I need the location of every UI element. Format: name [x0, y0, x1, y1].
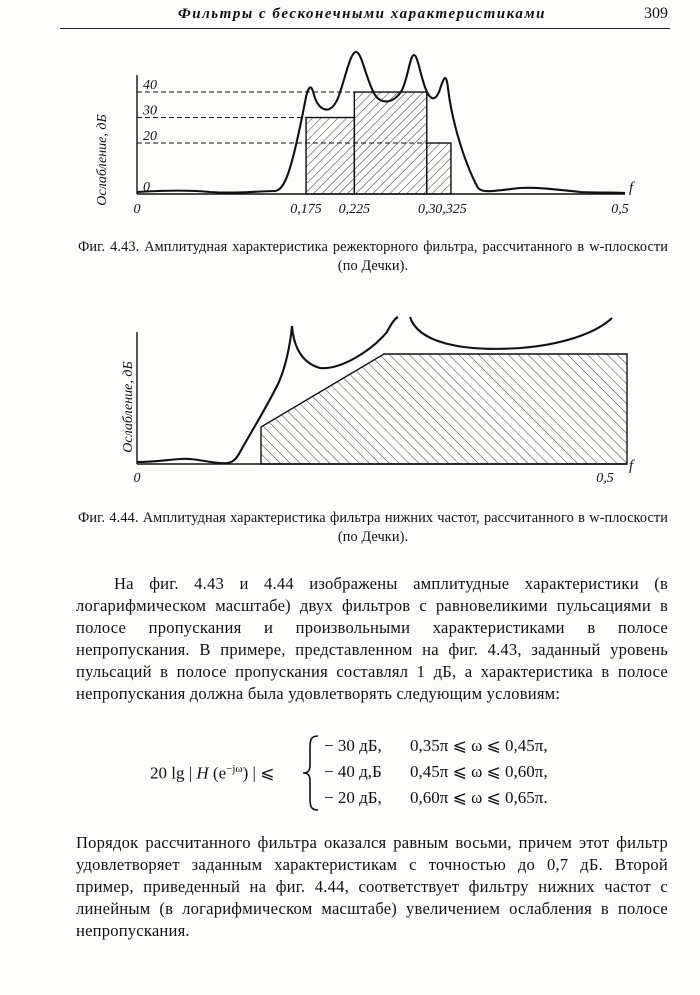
y-tick-label: 40	[143, 78, 157, 94]
formula-lhs-prefix: 20 lg |	[150, 763, 193, 783]
formula-lhs	[150, 763, 274, 784]
x-tick-label: 0,325	[435, 202, 467, 217]
formula-lhs-h: H	[196, 763, 209, 783]
stopband-spec-bar	[427, 143, 451, 194]
stopband-conditions-formula	[150, 733, 670, 813]
x-tick-label: 0,5	[611, 202, 629, 217]
case-condition: 0,35π ⩽ ω ⩽ 0,45π,	[410, 736, 548, 755]
case-value: − 20 дБ,	[324, 788, 382, 807]
formula-lhs-exponent: −jω	[226, 763, 243, 775]
figure-4-43-chart	[0, 40, 700, 230]
x-tick-label: 0,5	[596, 471, 614, 486]
case-value: − 40 д,Б	[324, 762, 382, 781]
x-tick-label: 0,3	[418, 202, 436, 217]
running-header	[60, 0, 670, 29]
page-number: 309	[644, 5, 668, 22]
case-condition: 0,45π ⩽ ω ⩽ 0,60π,	[410, 762, 548, 781]
y-axis-label: Ослабление, дБ	[95, 114, 110, 206]
y-axis-label: Ослабление, дБ	[121, 361, 136, 453]
case-condition: 0,60π ⩽ ω ⩽ 0,65π.	[410, 788, 548, 807]
x-tick-labels	[134, 202, 629, 217]
y-tick-label: 0	[143, 180, 150, 195]
x-tick-label: 0	[133, 202, 141, 217]
attenuation-curve-right	[410, 317, 612, 349]
x-tick-label: 0,225	[338, 202, 371, 217]
x-axis-label: f	[629, 458, 634, 474]
case-value: − 30 дБ,	[324, 736, 382, 755]
figure-4-44-caption: Фиг. 4.44. Амплитудная характеристика фильтра нижних частот, рассчитанного в w-плоскости (по Дечки).	[78, 510, 668, 545]
formula-case-row	[324, 733, 548, 759]
running-title: Фильтры с бесконечными характеристиками	[178, 6, 546, 22]
stopband-spec-region	[261, 354, 627, 464]
figure-4-44-chart	[0, 312, 700, 492]
body-paragraph-2: Порядок рассчитанного фильтра оказался равным восьми, причем этот фильтр удовлетворяет заданным характеристикам с точностью до 0,7 дБ. Второй пример, приведенный на фиг. 4.44, соответствует фильтру нижних частот с линейным (в логарифмическом масштабе) увеличением ослабления в полосе непропускания.	[76, 833, 668, 940]
formula-cases	[324, 733, 548, 811]
x-tick-label: 0	[133, 471, 141, 486]
formula-lhs-suffix: ) | ⩽	[242, 763, 275, 783]
stopband-spec-bar	[306, 118, 354, 194]
formula-case-row	[324, 785, 548, 811]
y-tick-labels	[142, 78, 157, 195]
body-paragraph-1-text: На фиг. 4.43 и 4.44 изображены амплитудные характеристики (в логарифмическом масштабе) двух фильтров с равновеликими пульсациями в полосе пропускания и произвольными характеристиками в полосе непропускания. В примере, представленном на фиг. 4.43, заданный уровень пульсаций в полосе пропускания составлял 1 дБ, а характеристика в полосе непропускания должна была удовлетворять следующим условиям:	[76, 574, 668, 703]
y-tick-label: 30	[143, 103, 157, 119]
y-tick-label: 20	[143, 129, 157, 145]
left-brace	[300, 733, 322, 813]
figure-4-43-caption: Фиг. 4.43. Амплитудная характеристика режекторного фильтра, рассчитанного в w-плоскости (по Дечки).	[78, 239, 668, 274]
formula-case-row	[324, 759, 548, 785]
x-tick-labels	[134, 471, 614, 486]
body-paragraph-1	[76, 573, 668, 705]
x-tick-label: 0,175	[290, 202, 322, 217]
formula-lhs-arg: (e	[208, 763, 227, 783]
x-axis-label: f	[629, 180, 634, 196]
